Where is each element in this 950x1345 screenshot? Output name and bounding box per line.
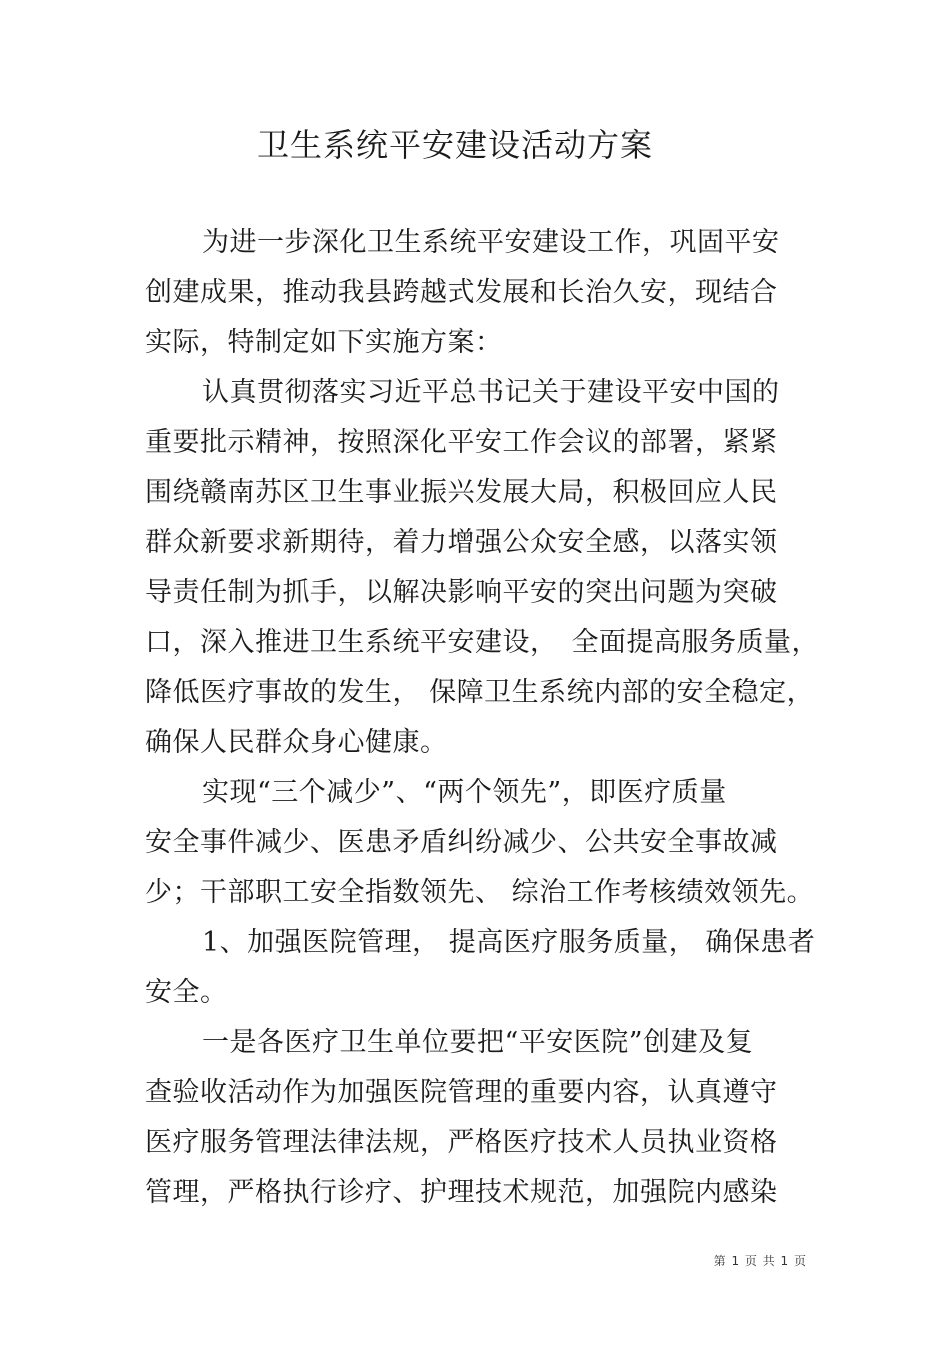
text-line: 1、加强医院管理， 提高医疗服务质量， 确保患者 <box>202 927 816 958</box>
page-number: 第 1 页 共 1 页 <box>713 1254 806 1268</box>
text-line: 群众新要求新期待，着力增强公众安全感，以落实领 <box>145 527 778 558</box>
text-line: 围绕赣南苏区卫生事业振兴发展大局，积极回应人民 <box>145 477 778 508</box>
text-line: 查验收活动作为加强医院管理的重要内容，认真遵守 <box>145 1077 778 1108</box>
document-body <box>145 218 819 1218</box>
text-line: 实现“三个减少”、“两个领先”，即医疗质量 <box>202 777 727 808</box>
text-line: 创建成果，推动我县跨越式发展和长治久安，现结合 <box>145 277 778 308</box>
text-line: 口，深入推进卫生系统平安建设， 全面提高服务质量， <box>145 627 819 658</box>
text-line: 确保人民群众身心健康。 <box>145 727 448 758</box>
text-line: 降低医疗事故的发生， 保障卫生系统内部的安全稳定， <box>145 677 815 708</box>
document-title: 卫生系统平安建设活动方案 <box>256 126 653 164</box>
text-line: 实际，特制定如下实施方案： <box>145 327 503 358</box>
text-line: 认真贯彻落实习近平总书记关于建设平安中国的 <box>202 377 780 408</box>
text-line: 安全事件减少、医患矛盾纠纷减少、公共安全事故减 <box>145 827 778 858</box>
text-line: 管理，严格执行诊疗、护理技术规范，加强院内感染 <box>145 1177 778 1208</box>
text-line: 安全。 <box>145 977 228 1008</box>
text-line: 导责任制为抓手，以解决影响平安的突出问题为突破 <box>145 577 778 608</box>
text-line: 少；干部职工安全指数领先、 综治工作考核绩效领先。 <box>145 877 815 908</box>
text-line: 一是各医疗卫生单位要把“平安医院”创建及复 <box>202 1027 754 1058</box>
text-line: 医疗服务管理法律法规，严格医疗技术人员执业资格 <box>145 1127 778 1158</box>
text-line: 重要批示精神，按照深化平安工作会议的部署，紧紧 <box>145 427 778 458</box>
text-line: 为进一步深化卫生系统平安建设工作，巩固平安 <box>202 227 780 258</box>
